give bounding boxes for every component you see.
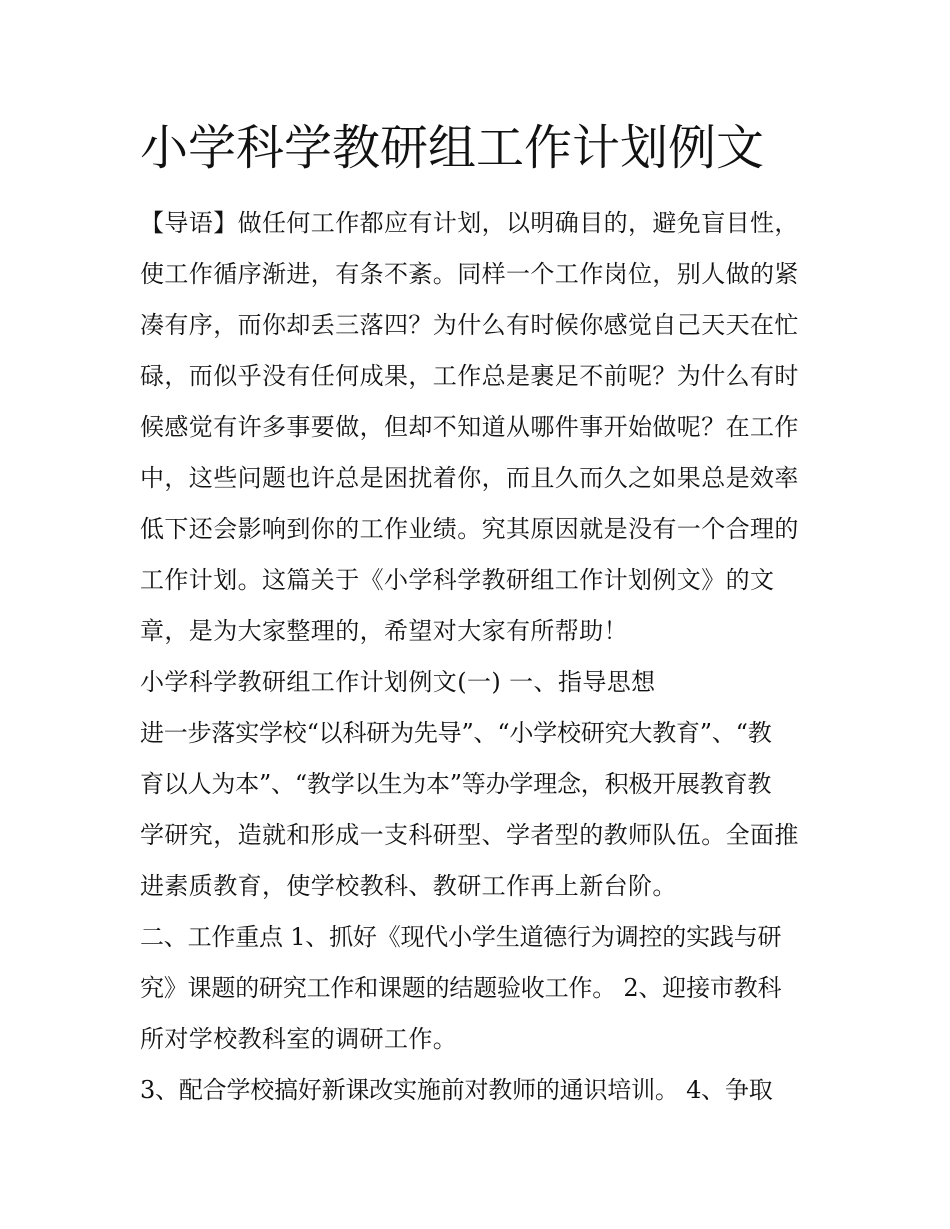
paragraph-line: 候感觉有许多事要做，但却不知道从哪件事开始做呢？在工作 [140, 413, 799, 441]
section-heading-line: 小学科学教研组工作计划例文(一) 一、指导思想 [140, 668, 656, 696]
paragraph-line: 进一步落实学校“以科研为先导”、“小学校研究大教育”、“教 [140, 719, 772, 747]
paragraph-line: 中，这些问题也许总是困扰着你，而且久而久之如果总是效率 [140, 464, 799, 492]
paragraph-line: 章，是为大家整理的，希望对大家有所帮助！ [140, 617, 628, 645]
paragraph-line: 育以人为本”、“教学以生为本”等办学理念，积极开展教育教 [140, 770, 772, 798]
paragraph-line: 进素质教育，使学校教科、教研工作再上新台阶。 [140, 872, 677, 900]
paragraph-line: 【导语】做任何工作都应有计划，以明确目的，避免盲目性， [140, 209, 799, 237]
paragraph-line: 使工作循序渐进，有条不紊。同样一个工作岗位，别人做的紧 [140, 260, 799, 288]
paragraph-line: 凑有序，而你却丢三落四？为什么有时候你感觉自己天天在忙 [140, 311, 799, 339]
paragraph-line: 低下还会影响到你的工作业绩。究其原因就是没有一个合理的 [140, 515, 799, 543]
paragraph-line: 碌，而似乎没有任何成果，工作总是裹足不前呢？为什么有时 [140, 362, 799, 390]
paragraph-line: 3、配合学校搞好新课改实施前对教师的通识培训。 4、争取 [140, 1076, 773, 1104]
section-heading-line: 二、工作重点 1、抓好《现代小学生道德行为调控的实践与研 [140, 923, 782, 951]
paragraph-line: 究》课题的研究工作和课题的结题验收工作。 2、迎接市教科 [140, 974, 782, 1002]
document-body [140, 198, 820, 1116]
paragraph-line: 学研究，造就和形成一支科研型、学者型的教师队伍。全面推 [140, 821, 799, 849]
document-title: 小学科学教研组工作计划例文 [140, 120, 765, 176]
paragraph-line: 所对学校教科室的调研工作。 [140, 1025, 458, 1053]
paragraph-line: 工作计划。这篇关于《小学科学教研组工作计划例文》的文 [140, 566, 775, 594]
